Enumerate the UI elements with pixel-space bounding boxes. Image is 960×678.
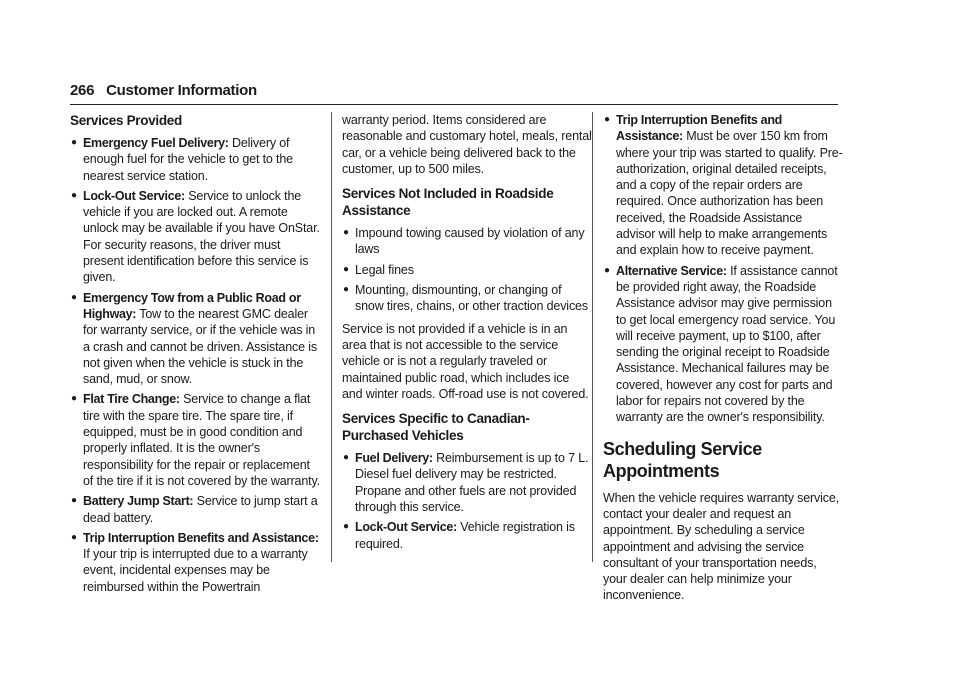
bullet-dot-icon: ● [71, 137, 77, 148]
bullet-dot-icon: ● [71, 291, 77, 303]
column-2 [342, 112, 592, 558]
services-provided-list [70, 135, 320, 595]
list-item [342, 450, 592, 515]
not-included-list [342, 225, 592, 314]
scheduling-heading: Scheduling Service Appointments [603, 438, 762, 481]
continued-text: warranty period. Items considered are reasonable and customary hotel, meals, rental car, or a vehicle being delivered back to the customer, up to 500 miles. [342, 113, 592, 176]
item-text: If your trip is interrupted due to a warranty event, incidental expenses may be reimbursed within the Powertrain [83, 547, 308, 594]
column-divider [592, 112, 593, 562]
item-text: Service to unlock the vehicle if you are locked out. A remote unlock may be available if you have OnStar. For security reasons, the driver must present identification before this service is given. [83, 188, 320, 285]
bullet-dot-icon: ● [604, 264, 610, 276]
list-item [70, 391, 320, 489]
item-term: Lock-Out Service: [83, 188, 185, 203]
canadian-list [342, 450, 592, 552]
item-text: Tow to the nearest GMC dealer for warranty service, or if the vehicle was in a crash and cannot be driven. Assistance is not given when the vehicle is stuck in the sand, mud, or snow. [83, 306, 317, 387]
item-text: Delivery of enough fuel for the vehicle to get to the nearest service station. [83, 136, 293, 183]
bullet-dot-icon: ● [71, 393, 77, 405]
item-text: Legal fines [355, 262, 414, 277]
item-term: Alternative Service: [616, 263, 727, 278]
list-item [70, 290, 320, 388]
list-item [342, 519, 592, 552]
canadian-list-continued [603, 112, 843, 426]
item-text: Service to jump start a dead battery. [83, 494, 318, 525]
item-term: Trip Interruption Benefits and Assistance: [83, 530, 319, 545]
item-term: Lock-Out Service: [355, 520, 457, 535]
list-item [70, 135, 320, 184]
bullet-dot-icon: ● [604, 114, 610, 125]
item-term: Emergency Fuel Delivery: [83, 136, 229, 150]
not-included-heading: Services Not Included in Roadside Assistance [342, 186, 554, 219]
list-item [342, 282, 592, 315]
list-item [70, 188, 320, 286]
list-item [70, 493, 320, 526]
scheduling-paragraph: When the vehicle requires warranty service, contact your dealer and request an appointment. By scheduling a service appointment and advising the service consultant of your transportation needs, your dealer can help minimize your inconvenience. [603, 490, 840, 603]
bullet-dot-icon: ● [343, 227, 349, 239]
bullet-dot-icon: ● [343, 452, 349, 464]
item-term: Emergency Tow from a Public Road or Highway: [83, 290, 301, 321]
item-text: Must be over 150 km from where your trip was started to qualify. Pre-authorization, original detailed receipts, and a copy of the repair orders are required. Once authorization has been received, the Roadside Assistance advisor will help to make arrangements and explain how to receive payment. [616, 129, 843, 258]
column-divider [331, 112, 332, 562]
list-item [603, 112, 843, 259]
column-1 [70, 112, 320, 601]
list-item [342, 262, 592, 278]
item-term: Battery Jump Start: [83, 494, 194, 509]
item-text: Mounting, dismounting, or changing of snow tires, chains, or other traction devices [355, 283, 588, 314]
page-number: 266 [70, 82, 95, 99]
canadian-heading: Services Specific to Canadian-Purchased Vehicles [342, 411, 530, 444]
item-text: Impound towing caused by violation of any laws [355, 226, 585, 257]
bullet-dot-icon: ● [71, 189, 77, 201]
item-term: Trip Interruption Benefits and Assistance: [616, 113, 783, 144]
item-term: Flat Tire Change: [83, 392, 180, 407]
list-item [70, 530, 320, 595]
header-title: Customer Information [106, 82, 257, 99]
bullet-dot-icon: ● [343, 284, 349, 296]
item-text: Service to change a flat tire with the spare tire. The spare tire, if equipped, must be in good condition and properly inflated. It is the owner's responsibility for the repair or replacement of the tire if it is not covered by the warranty. [83, 392, 320, 488]
item-text: Vehicle registration is required. [355, 520, 575, 551]
list-item [603, 263, 843, 426]
item-text: Reimbursement is up to 7 L. Diesel fuel delivery may be restricted. Propane and other fuels are not provided through this service. [355, 451, 589, 515]
item-text: If assistance cannot be provided right away, the Roadside Assistance advisor may give permission to get local emergency road service. You will receive payment, up to $100, after sending the original receipt to Roadside Assistance. Mechanical failures may be covered, however any cost for parts and labor for repairs not covered by the warranty are the owner's responsibility. [616, 263, 838, 425]
bullet-dot-icon: ● [71, 531, 77, 543]
bullet-dot-icon: ● [343, 263, 349, 275]
bullet-dot-icon: ● [343, 521, 349, 533]
services-provided-heading: Services Provided [70, 113, 182, 128]
list-item [342, 225, 592, 258]
item-term: Fuel Delivery: [355, 451, 433, 466]
column-3 [603, 112, 843, 612]
page-header [70, 82, 838, 105]
not-provided-paragraph: Service is not provided if a vehicle is in an area that is not accessible to the service vehicle or is not a regularly traveled or maintained public road, which includes ice and winter roads. Off-road use is not covered. [342, 321, 589, 401]
bullet-dot-icon: ● [71, 495, 77, 507]
